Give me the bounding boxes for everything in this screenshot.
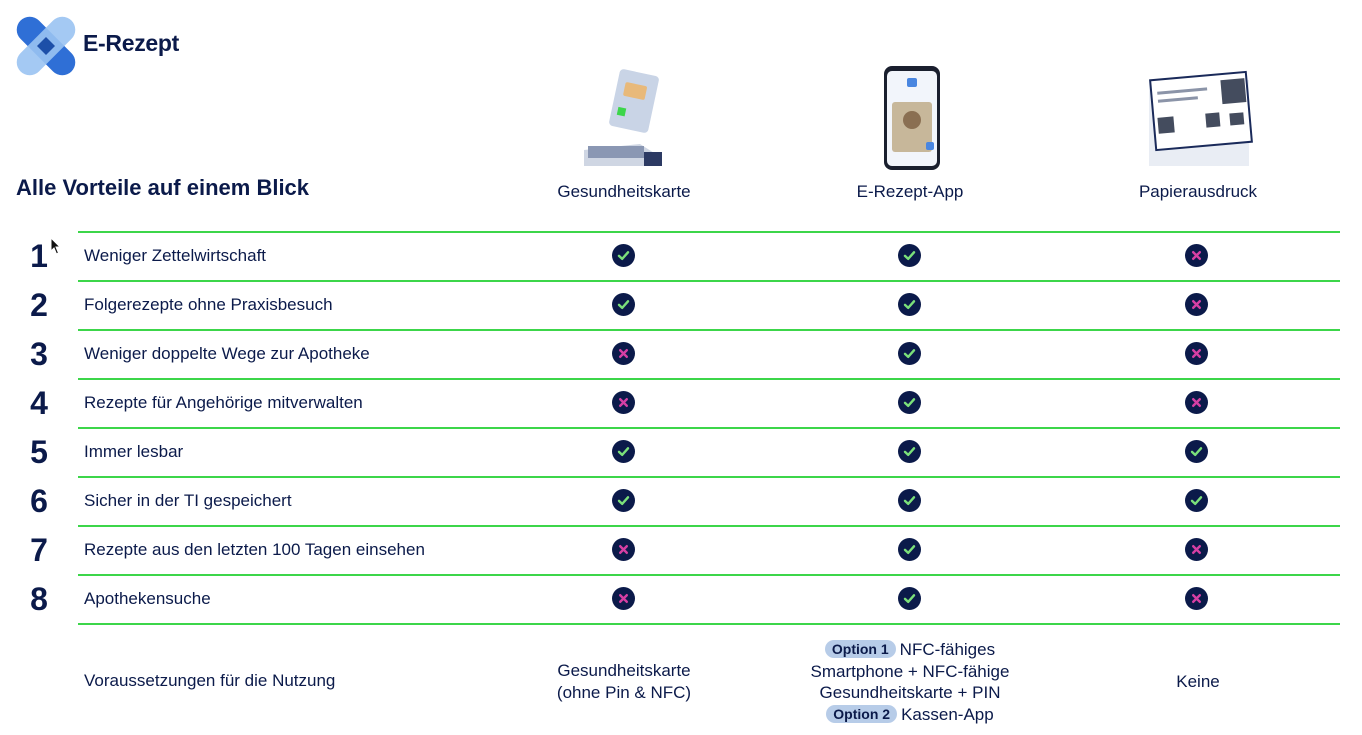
check-icon <box>898 538 921 561</box>
row-number: 3 <box>30 336 48 372</box>
table-row <box>0 330 1362 378</box>
row-number: 7 <box>30 532 48 568</box>
option-2-badge: Option 2 <box>826 705 897 723</box>
table-row <box>0 477 1362 525</box>
cross-icon <box>1185 538 1208 561</box>
row-label: Weniger Zettelwirtschaft <box>84 246 267 265</box>
smartphone-app-illustration <box>856 62 966 172</box>
column-header-gesundheitskarte: Gesundheitskarte <box>557 182 691 201</box>
row-number: 8 <box>30 581 48 617</box>
cross-icon <box>612 538 635 561</box>
cross-icon <box>1185 587 1208 610</box>
check-icon <box>1185 440 1208 463</box>
row-label: Apothekensuche <box>84 589 211 608</box>
cross-icon <box>1185 293 1208 316</box>
cross-icon <box>1185 391 1208 414</box>
requirements-app <box>780 639 1040 725</box>
cross-icon <box>612 342 635 365</box>
row-label: Rezepte für Angehörige mitverwalten <box>84 393 363 412</box>
cross-icon <box>612 391 635 414</box>
requirements-paper: Keine <box>1176 672 1220 691</box>
requirements-label: Voraussetzungen für die Nutzung <box>84 671 336 690</box>
row-number: 4 <box>30 385 48 421</box>
e-rezept-logo <box>15 15 77 77</box>
card-terminal-illustration <box>570 62 680 172</box>
mouse-cursor-icon <box>50 237 62 255</box>
paper-printout-illustration <box>1143 62 1253 172</box>
check-icon <box>612 244 635 267</box>
column-header-papierausdruck: Papierausdruck <box>1138 182 1258 201</box>
check-icon <box>898 391 921 414</box>
table-row <box>0 526 1362 574</box>
row-number: 2 <box>30 287 48 323</box>
row-number: 6 <box>30 483 48 519</box>
table-row <box>0 428 1362 476</box>
check-icon <box>898 293 921 316</box>
requirements-app-option2-text: Kassen-App <box>901 704 994 724</box>
brand-name: E-Rezept <box>83 30 180 56</box>
page-title: Alle Vorteile auf einem Blick <box>16 175 310 200</box>
check-icon <box>898 587 921 610</box>
requirements-card-line1: Gesundheitskarte <box>557 661 691 680</box>
check-icon <box>898 440 921 463</box>
requirements-app-option1-line3: Gesundheitskarte + PIN <box>819 683 1001 702</box>
table-row <box>0 281 1362 329</box>
column-header-e-rezept-app: E-Rezept-App <box>856 182 964 201</box>
requirements-app-option1-line1: NFC-fähiges <box>899 640 996 659</box>
check-icon <box>898 342 921 365</box>
row-label: Folgerezepte ohne Praxisbesuch <box>84 295 333 314</box>
row-divider <box>78 623 1340 625</box>
cross-icon <box>1185 342 1208 365</box>
requirements-card <box>514 660 734 703</box>
row-label: Weniger doppelte Wege zur Apotheke <box>84 344 370 363</box>
row-label: Rezepte aus den letzten 100 Tagen einsehen <box>84 540 425 559</box>
row-label: Immer lesbar <box>84 442 184 461</box>
row-number: 1 <box>30 238 48 274</box>
table-row <box>0 379 1362 427</box>
option-1-badge: Option 1 <box>825 640 896 658</box>
check-icon <box>612 293 635 316</box>
row-label: Sicher in der TI gespeichert <box>84 491 292 510</box>
table-row <box>0 232 1362 280</box>
table-row <box>0 575 1362 623</box>
check-icon <box>898 489 921 512</box>
check-icon <box>1185 489 1208 512</box>
cross-icon <box>1185 244 1208 267</box>
requirements-card-line2: (ohne Pin & NFC) <box>556 682 692 702</box>
check-icon <box>898 244 921 267</box>
check-icon <box>612 440 635 463</box>
row-number: 5 <box>30 434 48 470</box>
requirements-app-option1-line2: Smartphone + NFC-fähige <box>810 661 1010 681</box>
cross-icon <box>612 587 635 610</box>
check-icon <box>612 489 635 512</box>
